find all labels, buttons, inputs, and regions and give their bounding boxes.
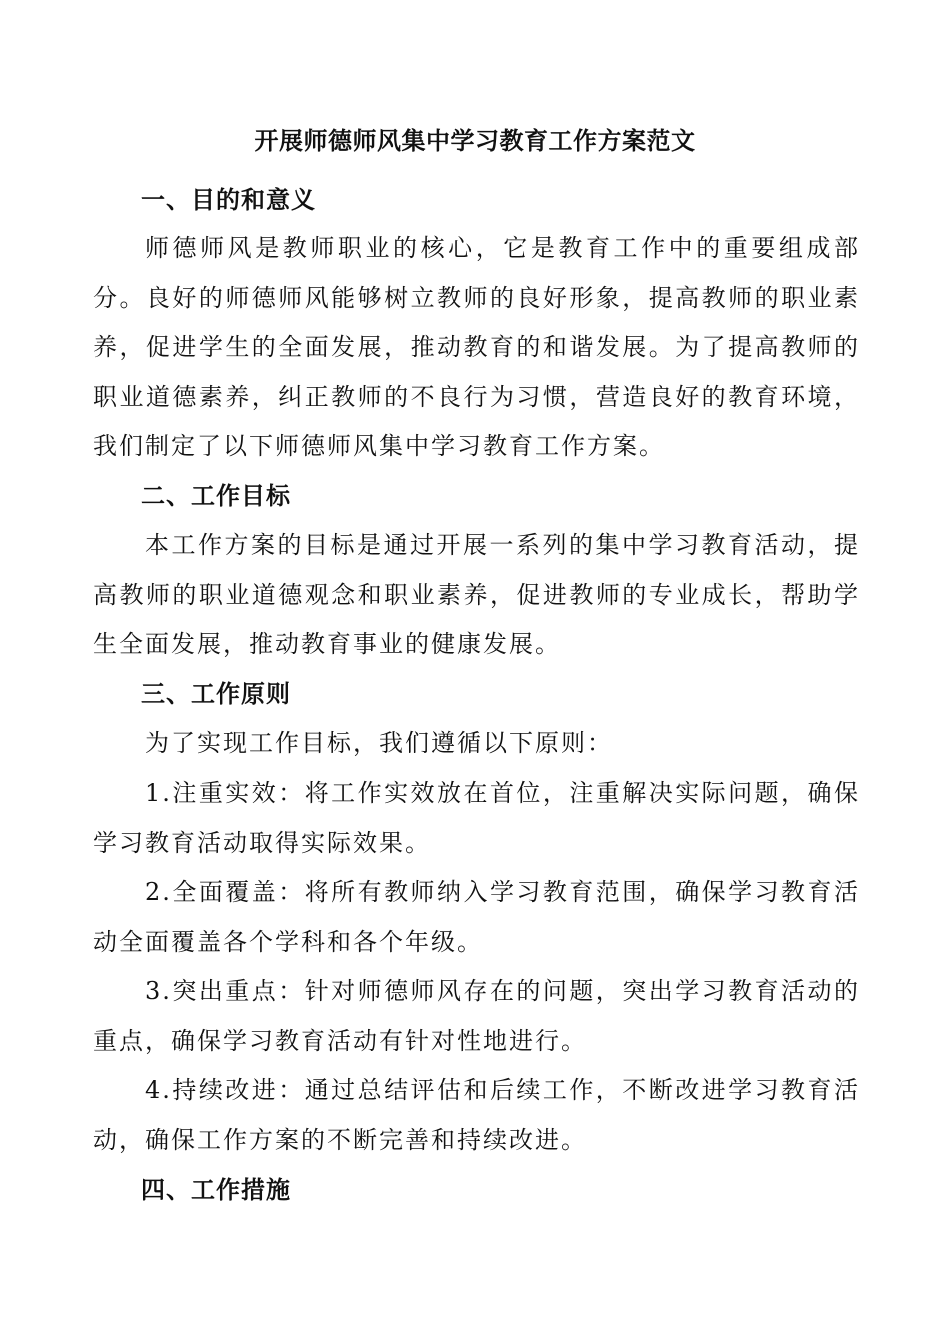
section-3-intro: 为了实现工作目标，我们遵循以下原则： — [145, 729, 613, 757]
principle-1: 1.注重实效：将工作实效放在首位，注重解决实际问题，确保学习教育活动取得实际效果。 — [93, 779, 860, 857]
principle-2: 2.全面覆盖：将所有教师纳入学习教育范围，确保学习教育活动全面覆盖各个学科和各个年级。 — [93, 878, 860, 956]
section-4-heading: 四、工作措施 — [141, 1175, 291, 1204]
section-1-heading: 一、目的和意义 — [141, 185, 316, 214]
principle-4: 4.持续改进：通过总结评估和后续工作，不断改进学习教育活动，确保工作方案的不断完善和持续改进。 — [93, 1076, 860, 1154]
section-2-paragraph-1: 本工作方案的目标是通过开展一系列的集中学习教育活动，提高教师的职业道德观念和职业素养，促进教师的专业成长，帮助学生全面发展，推动教育事业的健康发展。 — [93, 531, 860, 659]
section-2-heading: 二、工作目标 — [141, 481, 291, 510]
section-3-heading: 三、工作原则 — [141, 679, 291, 708]
section-1-paragraph-1: 师德师风是教师职业的核心，它是教育工作中的重要组成部分。良好的师德师风能够树立教师的良好形象，提高教师的职业素养，促进学生的全面发展，推动教育的和谐发展。为了提高教师的职业道德素养，纠正教师的不良行为习惯，营造良好的教育环境，我们制定了以下师德师风集中学习教育工作方案。 — [93, 234, 860, 461]
principle-3: 3.突出重点：针对师德师风存在的问题，突出学习教育活动的重点，确保学习教育活动有针对性地进行。 — [93, 977, 860, 1055]
document-title: 开展师德师风集中学习教育工作方案范文 — [254, 126, 696, 155]
